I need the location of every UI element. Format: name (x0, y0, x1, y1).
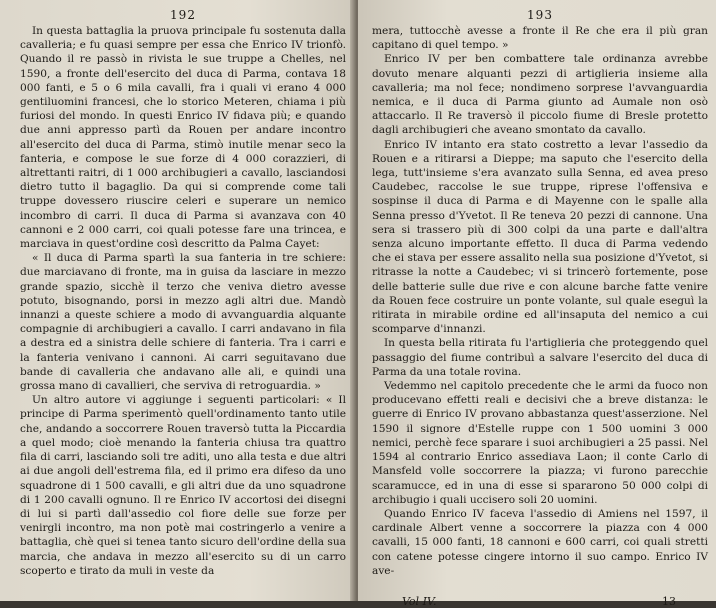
right-paragraph-5: Vedemmo nel capitolo precedente che le armi da fuoco non producevano effetti reali e decisivi che a breve distanza: le guerre di Enrico IV provano abbastanza quest'asserzione. Nel 1590 il signore d'Estelle ruppe con 1 500 uomini 3 000 nemici, perchè fece sparare i suoi archibugieri a 25 passi. Nel 1594 al contrario Enrico assediava Laon; il conte Carlo di Mansfeld volle soccorrere la piazza; vi furono parecchie scaramucce, ed in una di esse si spararono 50 000 colpi di archibugio i quali uccisero soli 20 uomini. (372, 380, 708, 506)
left-paragraph-2: « Il duca di Parma spartì la sua fanteria in tre schiere: due marciavano di fronte, ma in guisa da lasciare in mezzo grande spazio, sicchè il terzo che veniva dietro avesse potuto, bisognando, porsi in mezzo agli altri due. Mandò innanzi a queste schiere a modo di avvanguardia alquante compagnie di archibugieri a cavallo. I carri andavano in fila a destra ed a sinistra delle schiere di fanteria. Tra i carri e la fanteria venivano i cannoni. Ai carri seguitavano due bande di cavalleria che andavano alle ali, e quindi una grossa mano di cavallieri, che serviva di retroguardia. » (20, 252, 346, 393)
right-page (358, 0, 716, 608)
left-paragraph-1: In questa battaglia la pruova principale fu sostenuta dalla cavalleria; e fu quasi sempre per essa che Enrico IV trionfò. Quando il re passò in rivista le sue truppe a Chelles, nel 1590, a fronte dell'esercito del duca di Parma, contava 18 000 fanti, e 5 o 6 mila cavalli, fra i quali vi erano 4 000 gentiluomini francesi, che lo storico Meteren, chiama i più furiosi del mondo. In questi Enrico IV fidava più; e quando due anni appresso partì da Rouen per andare incontro all'esercito del duca di Parma, stimò inutile menar seco la fanteria, e compose le sue forze di 4 000 corazzieri, di altrettanti raitri, di 1 000 archibugieri a cavallo, lasciandosi dietro tutto il bagaglio. Da qui si comprende come tali truppe dovessero riuscire celeri e superare un nemico incombro di carri. Il duca di Parma si avanzava con 40 cannoni e 2 000 carri, coi quali potesse fare una trincea, e marciava in quest'ordine così descritto da Palma Cayet: (20, 25, 346, 251)
signature-mark: 13 (662, 595, 676, 608)
right-paragraph-1: mera, tuttocchè avesse a fronte il Re che era il più gran capitano di quel tempo. » (372, 25, 708, 52)
right-page-number: 193 (527, 8, 553, 22)
right-paragraph-3: Enrico IV intanto era stato costretto a levar l'assedio da Rouen e a ritirarsi a Dieppe; ma saputo che l'esercito della lega, tutt'insieme s'era avanzato sulla Senna, ed avea preso Caudebec, raccolse le sue truppe, riprese l'offensiva e sospinse il duca di Parma e di Mayenne con le spalle alla Senna presso d'Yvetot. Il Re teneva 20 pezzi di cannone. Una sera si trassero più di 300 colpi da una parte e dall'altra senza alcuno importante effetto. Il duca di Parma vedendo che ei stava per essere assalito nella sua posizione d'Yvetot, si ritrasse la notte a Caudebec; vi si trincerò fortemente, pose delle batterie sulle due rive e con alcune barche fatte venire da Rouen fece costruire un ponte volante, sul quale eseguì la ritirata in mirabile ordine ed all'insaputa del nemico a cui scomparve d'innanzi. (372, 138, 708, 336)
right-paragraph-6: Quando Enrico IV faceva l'assedio di Amiens nel 1597, il cardinale Albert venne a soccorrere la piazza con 4 000 cavalli, 15 000 fanti, 18 cannoni e 600 carri, coi quali stretti con catene potesse cingere intorno il suo campo. Enrico IV ave- (372, 507, 708, 577)
left-page (0, 0, 356, 601)
left-paragraph-3: Un altro autore vi aggiunge i seguenti particolari: « Il principe di Parma sperimentò quell'ordinamento tanto utile che, andando a soccorrere Rouen traversò tutta la Piccardia a quel modo; cioè menando la fanteria chiusa tra quattro fila di carri, lasciando soli tre aditi, uno alla testa e due altri ai due angoli dell'estrema fila, ed il primo era difeso da uno squadrone di 1 500 cavalli, e gli altri due da uno squadrone di 1 200 cavalli ognuno. Il re Enrico IV accortosi dei disegni di lui si partì dall'assedio col fiore delle sue forze per venirgli incontro, ma non potè mai costringerlo a venire a battaglia, chè quei si tenea tanto sicuro dell'ordine della sua marcia, che andava in mezzo all'esercito su di un carro scoperto e tirato da muli in veste da (20, 394, 346, 577)
right-paragraph-2: Enrico IV per ben combattere tale ordinanza avrebbe dovuto menare alquanti pezzi di artiglieria insieme alla cavalleria; ma nol fece; nondimeno sorprese l'avvanguardia nemica, e il duca di Parma giunto ad Aumale non osò attaccarlo. Il Re traversò il piccolo fiume di Bresle protetto dagli archibugieri che aveano smontato da cavallo. (372, 53, 708, 137)
left-page-number: 192 (170, 8, 196, 22)
volume-label: Vol IV. (402, 595, 437, 608)
right-paragraph-4: In questa bella ritirata fu l'artiglieria che proteggendo quel passaggio del fiume contribuì a salvare l'esercito del duca di Parma da una totale rovina. (372, 337, 708, 378)
